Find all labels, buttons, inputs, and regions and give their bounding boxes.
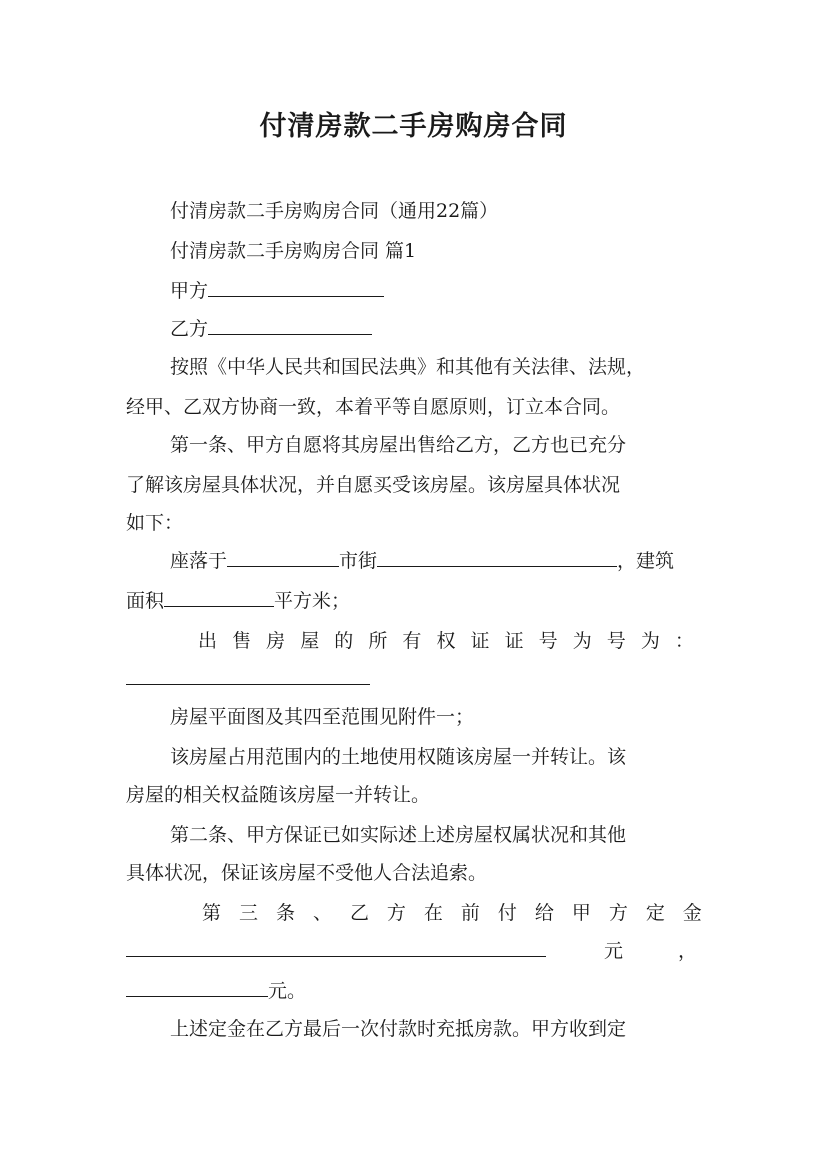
city-blank	[227, 548, 339, 567]
char: 为	[572, 630, 592, 652]
char: 甲	[571, 902, 591, 924]
certificate-blank	[126, 666, 370, 685]
char: 号	[538, 630, 558, 652]
paragraph-line: 经甲、乙双方协商一致，本着平等自愿原则，订立本合同。	[126, 396, 621, 418]
deposit-line	[202, 900, 702, 926]
char: 有	[402, 630, 422, 652]
char: 前	[460, 902, 480, 924]
party-b-blank	[208, 316, 372, 335]
char: 方	[608, 902, 628, 924]
area-label: 面积	[126, 590, 165, 612]
deposit-words-blank	[126, 978, 268, 997]
paragraph-line: 具体状况，保证该房屋不受他人合法追索。	[126, 862, 488, 884]
char: 第	[202, 902, 222, 924]
deposit-blank	[126, 938, 546, 957]
deposit-amount-line	[126, 938, 696, 964]
deposit-words-line	[126, 978, 306, 1004]
char: 定	[645, 902, 665, 924]
location-label: 座落于	[170, 550, 228, 572]
paragraph-section-heading: 付清房款二手房购房合同 篇1	[170, 240, 417, 262]
paragraph-line: 该房屋占用范围内的土地使用权随该房屋一并转让。该	[170, 746, 627, 768]
area-blank	[164, 588, 274, 607]
paragraph-line: 上述定金在乙方最后一次付款时充抵房款。甲方收到定	[170, 1018, 627, 1040]
char: 在	[423, 902, 443, 924]
char: 房	[266, 630, 286, 652]
paragraph-line: 按照《中华人民共和国民法典》和其他有关法律、法规，	[170, 356, 646, 378]
location-line	[170, 548, 674, 574]
paragraph-line: 房屋的相关权益随该房屋一并转让。	[126, 784, 431, 806]
char: 金	[682, 902, 702, 924]
party-a-blank	[208, 278, 384, 297]
char: 条	[275, 902, 295, 924]
paragraph-line: 第一条、甲方自愿将其房屋出售给乙方，乙方也已充分	[170, 434, 627, 456]
paragraph-line: 房屋平面图及其四至范围见附件一；	[170, 706, 475, 728]
party-a-line	[170, 278, 384, 304]
char: 证	[470, 630, 490, 652]
comma: ，	[678, 940, 698, 962]
certificate-line	[198, 628, 694, 654]
area-unit: 平方米；	[274, 590, 351, 612]
yuan-label: 元	[604, 940, 624, 962]
char: 给	[534, 902, 554, 924]
char: 号	[606, 630, 626, 652]
party-b-line	[170, 316, 372, 342]
street-label: 市街	[339, 550, 378, 572]
char: 的	[334, 630, 354, 652]
char: 所	[368, 630, 388, 652]
char: 为	[640, 630, 660, 652]
char: 三	[238, 902, 258, 924]
char: 售	[232, 630, 252, 652]
paragraph-line: 了解该房屋具体状况，并自愿买受该房屋。该房屋具体状况	[126, 474, 621, 496]
paragraph-line: 第二条、甲方保证已如实际述上述房屋权属状况和其他	[170, 824, 627, 846]
char: 乙	[349, 902, 369, 924]
document-title: 付清房款二手房购房合同	[259, 111, 568, 142]
party-b-label: 乙方	[170, 318, 209, 340]
char: ：	[674, 630, 694, 652]
certificate-blank-line	[126, 666, 370, 692]
char: 证	[504, 630, 524, 652]
building-label: ，建筑	[617, 550, 675, 572]
char: 出	[198, 630, 218, 652]
paragraph-line: 如下：	[126, 512, 184, 534]
street-blank	[377, 548, 617, 567]
paragraph-subtitle: 付清房款二手房购房合同（通用22篇）	[170, 200, 499, 222]
yuan-end: 元。	[268, 980, 307, 1002]
char: 方	[386, 902, 406, 924]
char: 付	[497, 902, 517, 924]
area-line	[126, 588, 350, 614]
party-a-label: 甲方	[170, 280, 209, 302]
char: 、	[312, 902, 332, 924]
char: 权	[436, 630, 456, 652]
char: 屋	[300, 630, 320, 652]
